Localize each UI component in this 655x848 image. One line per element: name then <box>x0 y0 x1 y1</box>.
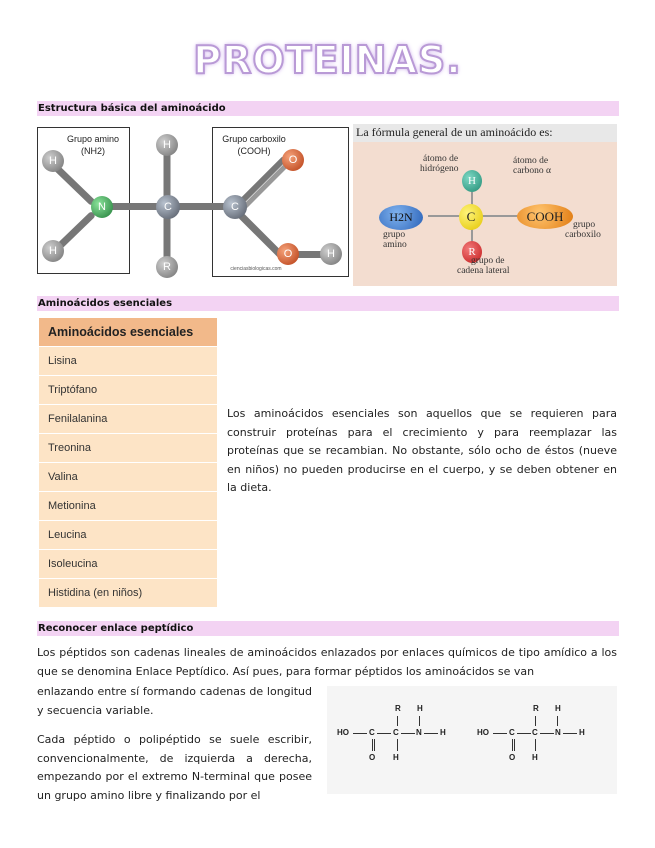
carboxyl-label-1: grupo <box>573 220 596 230</box>
carboxyl-label-2: carboxilo <box>565 230 601 240</box>
table-row: Histidina (en niños) <box>39 579 217 607</box>
hydrogen-text: H <box>393 753 399 762</box>
r-group-text: R <box>533 704 539 713</box>
peptide-length-text: enlazando entre sí formando cadenas de longitud y secuencia variable. <box>37 685 312 717</box>
page-title: PROTEINAS. <box>193 38 462 82</box>
carbon-text: C <box>509 728 515 737</box>
hydrogen-atom: H <box>462 170 482 192</box>
table-row: Leucina <box>39 521 217 549</box>
carboxyl-group-label: Grupo carboxilo <box>222 134 286 144</box>
side-chain-label-2: cadena lateral <box>457 266 510 276</box>
r-group-node: R <box>462 241 482 263</box>
essential-description: Los aminoácidos esenciales son aquellos que se requieren para construir proteínas para el crecimiento y para reemplazar las proteínas que se recambian. No obstante, sólo ocho de éstos (nueve en niños) no pueden producirse en el cuerpo, y se deben obtener en la dieta. <box>227 407 617 494</box>
alpha-carbon-node: C <box>459 204 483 230</box>
hydrogen-atom: H <box>42 240 64 262</box>
table-row: Triptófano <box>39 376 217 404</box>
oxygen-text: O <box>369 753 376 762</box>
carbon-text: C <box>532 728 538 737</box>
source-watermark: cienciasbiologicas.com <box>230 266 282 272</box>
amino-group-node: H2N <box>379 205 423 230</box>
amino-label-2: amino <box>383 240 407 250</box>
peptide-intro-text: Los péptidos son cadenas lineales de aminoácidos enlazados por enlaces químicos de tipo amídico a los que se denomina Enlace Peptídico. Así pues, para formar péptidos los aminoácidos se van <box>37 646 617 678</box>
carboxyl-carbon-atom: C <box>223 195 247 219</box>
general-formula-heading: La fórmula general de un aminoácido es: <box>356 125 553 139</box>
oxygen-atom: O <box>282 149 304 171</box>
hydrogen-atom-label-1: átomo de <box>423 154 459 164</box>
amino-group-formula: (NH2) <box>81 146 105 156</box>
r-group-atom: R <box>156 256 178 278</box>
carboxyl-group-node: COOH <box>517 204 573 229</box>
hydrogen-atom-label-2: hidrógeno <box>420 164 459 174</box>
table-header: Aminoácidos esenciales <box>39 318 217 346</box>
hydrogen-atom: H <box>320 243 342 265</box>
carbon-atom-label-1: átomo de <box>513 156 549 166</box>
table-row: Isoleucina <box>39 550 217 578</box>
side-chain-label-1: grupo de <box>471 256 505 266</box>
hydrogen-atom: H <box>42 150 64 172</box>
oxygen-atom: O <box>277 243 299 265</box>
amino-label-1: grupo <box>383 230 406 240</box>
table-row: Fenilalanina <box>39 405 217 433</box>
general-formula-canvas <box>353 142 617 286</box>
carbon-text: C <box>393 728 399 737</box>
carbon-text: C <box>369 728 375 737</box>
hydrogen-text: H <box>555 704 561 713</box>
table-row: Treonina <box>39 434 217 462</box>
table-row: Lisina <box>39 347 217 375</box>
hydrogen-atom: H <box>156 134 178 156</box>
amino-group-label: Grupo amino <box>66 134 120 144</box>
carboxyl-group-formula: (COOH) <box>237 146 271 156</box>
hydrogen-text: H <box>579 728 585 737</box>
nitrogen-text: N <box>416 728 422 737</box>
r-group-text: R <box>395 704 401 713</box>
hydrogen-text: H <box>417 704 423 713</box>
table-row: Metionina <box>39 492 217 520</box>
section-bar-essential: Aminoácidos esenciales <box>37 296 619 311</box>
nitrogen-atom: N <box>91 196 113 218</box>
amino-acid-molecule-diagram <box>36 124 346 286</box>
general-formula-figure <box>353 124 617 286</box>
alpha-carbon-atom: C <box>156 195 180 219</box>
section-bar-structure: Estructura básica del aminoácido <box>37 101 619 116</box>
hydroxyl-text: HO <box>337 728 349 737</box>
carbon-atom-label-2: carbono α <box>513 166 551 176</box>
essential-amino-acids-table <box>39 318 217 608</box>
oxygen-text: O <box>509 753 516 762</box>
hydrogen-text: H <box>532 753 538 762</box>
hydrogen-text: H <box>440 728 446 737</box>
peptide-structure-diagram <box>327 686 617 794</box>
nitrogen-text: N <box>555 728 561 737</box>
hydroxyl-text: HO <box>477 728 489 737</box>
section-bar-peptide: Reconocer enlace peptídico <box>37 621 619 636</box>
table-row: Valina <box>39 463 217 491</box>
peptide-direction-text: Cada péptido o polipéptido se suele escribir, convencionalmente, de izquierda a derecha, empezando por el extremo N-terminal que posee un grupo amino libre y finalizando por el <box>37 733 312 802</box>
